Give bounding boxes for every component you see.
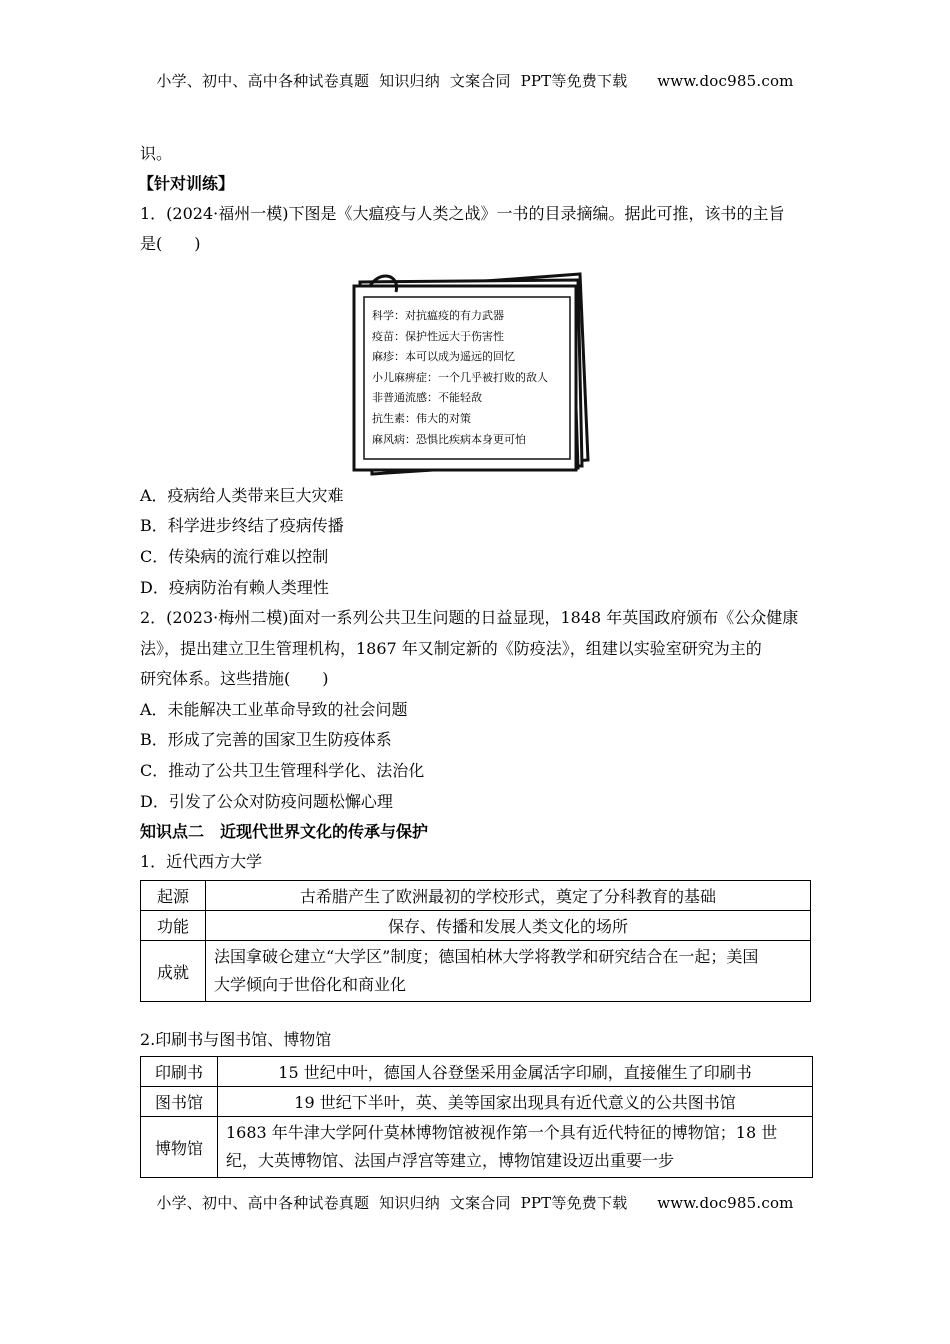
row-content-line: 大学倾向于世俗化和商业化 — [214, 975, 407, 994]
contents-item: 疫苗：保护性远大于伤害性 — [372, 329, 504, 343]
q1-option-a: A．疫病给人类带来巨大灾难 — [140, 486, 344, 505]
contents-item: 麻疹：本可以成为遥远的回忆 — [372, 350, 515, 364]
row-content: 19 世纪下半叶，英、美等国家出现具有近代意义的公共图书馆 — [218, 1087, 813, 1117]
section-label: 【针对训练】 — [138, 174, 235, 193]
q2-stem-line2: 法》，提出建立卫生管理机构，1867 年又制定新的《防疫法》，组建以实验室研究为主的 — [140, 639, 762, 658]
row-content: 保存、传播和发展人类文化的场所 — [206, 911, 811, 941]
table-row — [141, 941, 811, 1002]
page-header: 小学、初中、高中各种试卷真题 知识归纳 文案合同 PPT等免费下载 www.doc985.com — [156, 72, 794, 90]
q2-option-d: D．引发了公众对防疫问题松懈心理 — [140, 792, 393, 811]
q1-option-d: D．疫病防治有赖人类理性 — [140, 578, 329, 597]
contents-item: 非普通流感：不能轻敌 — [372, 391, 482, 405]
print-library-museum-table — [140, 1056, 813, 1178]
contents-item: 麻风病：恐惧比疾病本身更可怕 — [372, 432, 526, 446]
page-footer: 小学、初中、高中各种试卷真题 知识归纳 文案合同 PPT等免费下载 www.doc985.com — [156, 1194, 794, 1212]
row-content-line: 法国拿破仑建立“大学区”制度；德国柏林大学将教学和研究结合在一起；美国 — [214, 947, 759, 966]
row-label: 图书馆 — [141, 1087, 218, 1117]
table-row — [141, 1057, 813, 1087]
table-row — [141, 1087, 813, 1117]
knowledge-point-title: 知识点二 近现代世界文化的传承与保护 — [140, 822, 429, 841]
row-content-line: 纪，大英博物馆、法国卢浮宫等建立，博物馆建设迈出重要一步 — [226, 1151, 675, 1170]
table-row — [141, 911, 811, 941]
row-content — [218, 1117, 813, 1178]
table-row — [141, 1117, 813, 1178]
subsection-print-title: 2.印刷书与图书馆、博物馆 — [140, 1030, 332, 1049]
contents-item: 科学：对抗瘟疫的有力武器 — [372, 309, 504, 322]
q2-stem-line3: 研究体系。这些措施( ) — [140, 669, 329, 688]
q1-stem-line1: 1．(2024·福州一模)下图是《大瘟疫与人类之战》一书的目录摘编。据此可推，该书的主旨 — [140, 204, 785, 223]
table-row — [141, 881, 811, 911]
q2-option-b: B．形成了完善的国家卫生防疫体系 — [140, 730, 392, 749]
contents-item: 抗生素：伟大的对策 — [372, 411, 471, 425]
subsection-university-title: 1．近代西方大学 — [140, 852, 263, 871]
q1-option-b: B．科学进步终结了疫病传播 — [140, 516, 344, 535]
row-content: 15 世纪中叶，德国人谷登堡采用金属活字印刷，直接催生了印刷书 — [218, 1057, 813, 1087]
q1-option-c: C．传染病的流行难以控制 — [140, 547, 329, 566]
row-content-line: 1683 年牛津大学阿什莫林博物馆被视作第一个具有近代特征的博物馆；18 世 — [226, 1123, 778, 1142]
row-content: 古希腊产生了欧洲最初的学校形式，奠定了分科教育的基础 — [206, 881, 811, 911]
book-contents-figure — [352, 264, 590, 476]
row-label: 成就 — [141, 941, 206, 1002]
row-label: 起源 — [141, 881, 206, 911]
contents-item: 小儿麻痹症：一个几乎被打败的敌人 — [372, 370, 548, 384]
intro-tail-text: 识。 — [140, 144, 173, 163]
q2-stem-line1: 2．(2023·梅州二模)面对一系列公共卫生问题的日益显现，1848 年英国政府颁布《公众健康 — [140, 608, 799, 627]
q2-option-a: A．未能解决工业革命导致的社会问题 — [140, 700, 408, 719]
q1-stem-line2: 是( ) — [140, 234, 201, 253]
row-label: 印刷书 — [141, 1057, 218, 1087]
row-content — [206, 941, 811, 1002]
row-label: 博物馆 — [141, 1117, 218, 1178]
university-table — [140, 880, 811, 1002]
row-label: 功能 — [141, 911, 206, 941]
q2-option-c: C．推动了公共卫生管理科学化、法治化 — [140, 761, 425, 780]
contents-list — [372, 306, 548, 450]
